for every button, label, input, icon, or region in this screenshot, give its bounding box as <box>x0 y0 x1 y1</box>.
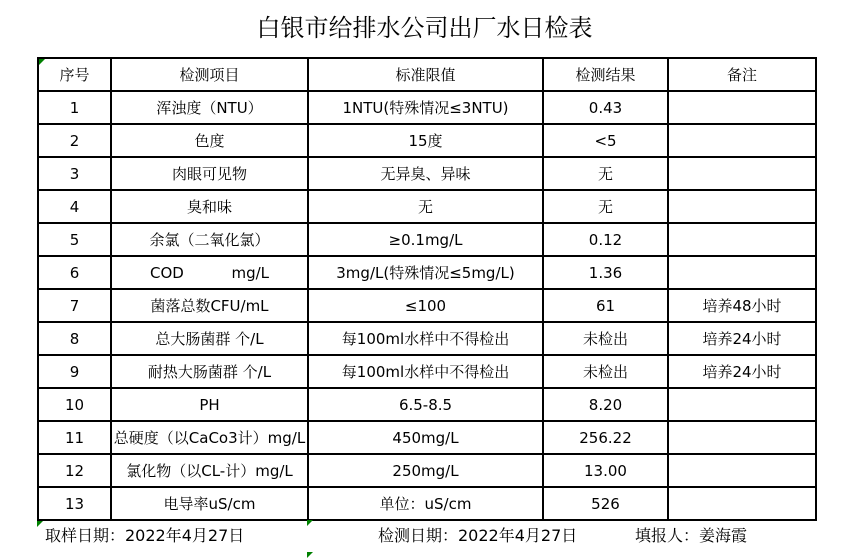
table-row <box>38 223 816 256</box>
result-cell: 无 <box>543 157 668 190</box>
limit-cell: 3mg/L(特殊情况≤5mg/L) <box>308 256 543 289</box>
row-number-cell: 10 <box>38 388 111 421</box>
result-cell: 0.12 <box>543 223 668 256</box>
item-cell: 电导率uS/cm <box>111 487 308 520</box>
result-cell: 未检出 <box>543 355 668 388</box>
column-header: 序号 <box>38 58 111 91</box>
table-row <box>38 157 816 190</box>
note-cell: 培养24小时 <box>668 355 816 388</box>
cell-corner-marker-icon <box>307 552 313 558</box>
table-row <box>38 487 816 520</box>
item-cell: COD mg/L <box>111 256 308 289</box>
limit-cell: 450mg/L <box>308 421 543 454</box>
note-cell <box>668 421 816 454</box>
row-number-cell: 9 <box>38 355 111 388</box>
result-cell: 未检出 <box>543 322 668 355</box>
column-header: 标准限值 <box>308 58 543 91</box>
page-title: 白银市给排水公司出厂水日检表 <box>256 14 593 42</box>
item-cell: 余氯（二氧化氯） <box>111 223 308 256</box>
table-row <box>38 454 816 487</box>
result-cell: 1.36 <box>543 256 668 289</box>
note-cell <box>668 157 816 190</box>
note-cell: 培养48小时 <box>668 289 816 322</box>
limit-cell: 单位：uS/cm <box>308 487 543 520</box>
result-cell: <5 <box>543 124 668 157</box>
table-row <box>38 355 816 388</box>
limit-cell: 每100ml水样中不得检出 <box>308 355 543 388</box>
row-number-cell: 12 <box>38 454 111 487</box>
row-number-cell: 8 <box>38 322 111 355</box>
item-cell: 肉眼可见物 <box>111 157 308 190</box>
table-row <box>38 421 816 454</box>
limit-cell: 无 <box>308 190 543 223</box>
header-row <box>38 58 816 91</box>
item-cell: 臭和味 <box>111 190 308 223</box>
limit-cell: 1NTU(特殊情况≤3NTU) <box>308 91 543 124</box>
table-row <box>38 322 816 355</box>
row-number-cell: 3 <box>38 157 111 190</box>
limit-cell: 15度 <box>308 124 543 157</box>
table-row <box>38 190 816 223</box>
note-cell <box>668 487 816 520</box>
result-cell: 13.00 <box>543 454 668 487</box>
cell-corner-marker-icon <box>307 520 313 526</box>
result-cell: 256.22 <box>543 421 668 454</box>
row-number-cell: 5 <box>38 223 111 256</box>
reporter-label: 填报人：姜海霞 <box>635 526 748 545</box>
limit-cell: 每100ml水样中不得检出 <box>308 322 543 355</box>
item-cell: 浑浊度（NTU） <box>111 91 308 124</box>
item-cell: 总大肠菌群 个/L <box>111 322 308 355</box>
item-cell: 总硬度（以CaCo3计）mg/L <box>111 421 308 454</box>
row-number-cell: 4 <box>38 190 111 223</box>
result-cell: 无 <box>543 190 668 223</box>
limit-cell: 无异臭、异味 <box>308 157 543 190</box>
row-number-cell: 1 <box>38 91 111 124</box>
row-number-cell: 11 <box>38 421 111 454</box>
note-cell <box>668 190 816 223</box>
table-row <box>38 124 816 157</box>
table-row <box>38 256 816 289</box>
item-cell: 菌落总数CFU/mL <box>111 289 308 322</box>
limit-cell: ≤100 <box>308 289 543 322</box>
inspection-table <box>37 57 817 521</box>
limit-cell: 250mg/L <box>308 454 543 487</box>
cell-corner-marker-icon <box>39 59 45 65</box>
cell-corner-marker-icon <box>37 521 43 527</box>
result-cell: 61 <box>543 289 668 322</box>
limit-cell: 6.5-8.5 <box>308 388 543 421</box>
item-cell: 色度 <box>111 124 308 157</box>
test-date-label: 检测日期：2022年4月27日 <box>378 526 578 545</box>
note-cell <box>668 256 816 289</box>
item-cell: PH <box>111 388 308 421</box>
note-cell <box>668 91 816 124</box>
row-number-cell: 7 <box>38 289 111 322</box>
sampling-date-label: 取样日期：2022年4月27日 <box>45 526 245 545</box>
limit-cell: ≥0.1mg/L <box>308 223 543 256</box>
item-cell: 耐热大肠菌群 个/L <box>111 355 308 388</box>
column-header: 检测结果 <box>543 58 668 91</box>
table-body <box>38 91 816 520</box>
row-number-cell: 2 <box>38 124 111 157</box>
note-cell <box>668 388 816 421</box>
note-cell <box>668 124 816 157</box>
note-cell <box>668 223 816 256</box>
table-row <box>38 289 816 322</box>
result-cell: 526 <box>543 487 668 520</box>
row-number-cell: 6 <box>38 256 111 289</box>
item-cell: 氯化物（以CL-计）mg/L <box>111 454 308 487</box>
table-row <box>38 91 816 124</box>
result-cell: 8.20 <box>543 388 668 421</box>
column-header: 备注 <box>668 58 816 91</box>
column-header: 检测项目 <box>111 58 308 91</box>
result-cell: 0.43 <box>543 91 668 124</box>
row-number-cell: 13 <box>38 487 111 520</box>
note-cell: 培养24小时 <box>668 322 816 355</box>
note-cell <box>668 454 816 487</box>
table-row <box>38 388 816 421</box>
